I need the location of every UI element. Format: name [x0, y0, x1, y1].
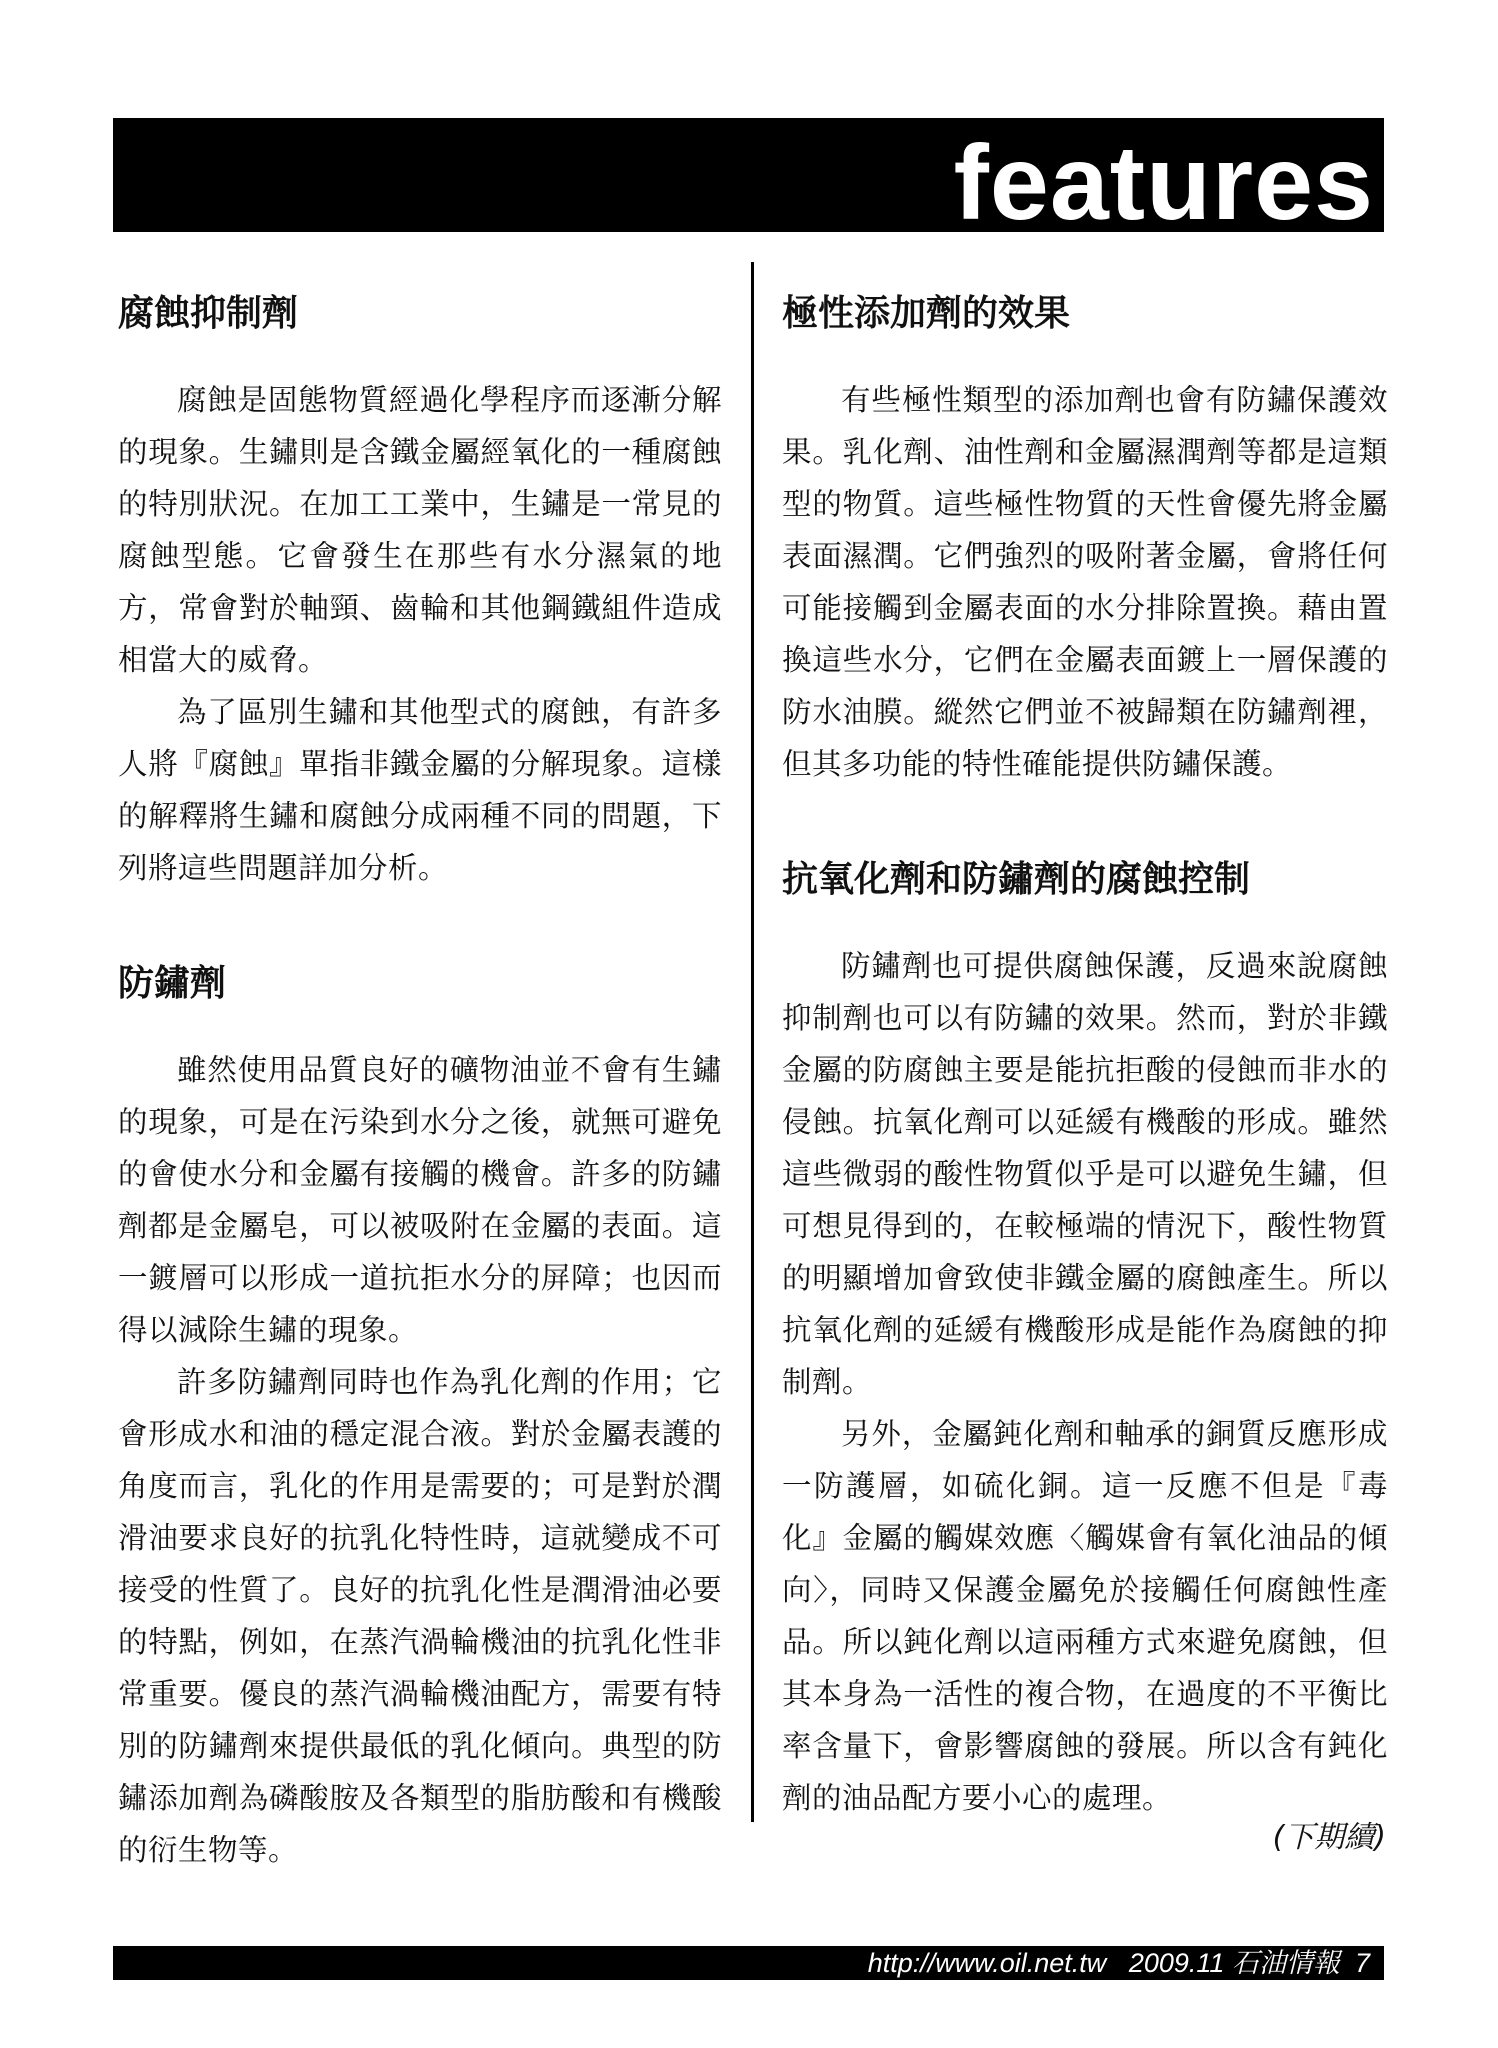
- paragraph: 另外，金屬鈍化劑和軸承的銅質反應形成一防護層，如硫化銅。這一反應不但是『毒化』金屬的觸媒效應〈觸媒會有氧化油品的傾向〉，同時又保護金屬免於接觸任何腐蝕性產品。所以鈍化劑以這兩種方式來避免腐蝕，但其本身為一活性的複合物，在過度的不平衡比率含量下，會影響腐蝕的發展。所以含有鈍化劑的油品配方要小心的處理。: [782, 1417, 1388, 1815]
- column-divider: [751, 262, 754, 1822]
- paragraph: 為了區別生鏽和其他型式的腐蝕，有許多人將『腐蝕』單指非鐵金屬的分解現象。這樣的解釋將生鏽和腐蝕分成兩種不同的問題，下列將這些問題詳加分析。: [118, 695, 722, 885]
- paragraph: 有些極性類型的添加劑也會有防鏽保護效果。乳化劑、油性劑和金屬濕潤劑等都是這類型的物質。這些極性物質的天性會優先將金屬表面濕潤。它們強烈的吸附著金屬，會將任何可能接觸到金屬表面的水分排除置換。藉由置換這些水分，它們在金屬表面鍍上一層保護的防水油膜。縱然它們並不被歸類在防鏽劑裡，但其多功能的特性確能提供防鏽保護。: [782, 383, 1388, 781]
- footer-url[interactable]: http://www.oil.net.tw: [867, 1948, 1107, 1978]
- section-heading-corrosion-control: 抗氧化劑和防鏽劑的腐蝕控制: [782, 859, 1251, 900]
- section-heading-corrosion-inhibitor: 腐蝕抑制劑: [118, 293, 299, 334]
- paragraph: 許多防鏽劑同時也作為乳化劑的作用；它會形成水和油的穩定混合液。對於金屬表護的角度而言，乳化的作用是需要的；可是對於潤滑油要求良好的抗乳化特性時，這就變成不可接受的性質了。良好的抗乳化性是潤滑油必要的特點，例如，在蒸汽渦輪機油的抗乳化性非常重要。優良的蒸汽渦輪機油配方，需要有特別的防鏽劑來提供最低的乳化傾向。典型的防鏽添加劑為磷酸胺及各類型的脂肪酸和有機酸的衍生物等。: [118, 1365, 722, 1867]
- section-heading-polar-additives: 極性添加劑的效果: [782, 293, 1071, 334]
- header-banner: [113, 118, 1384, 242]
- paragraph: 雖然使用品質良好的礦物油並不會有生鏽的現象，可是在污染到水分之後，就無可避免的會使水分和金屬有接觸的機會。許多的防鏽劑都是金屬皂，可以被吸附在金屬的表面。這一鍍層可以形成一道抗拒水分的屏障；也因而得以減除生鏽的現象。: [118, 1053, 722, 1347]
- to-be-continued: (下期續): [1272, 1820, 1386, 1855]
- footer-date: 2009.11: [1128, 1948, 1225, 1978]
- footer-publication: 石油情報: [1231, 1948, 1340, 1978]
- paragraph: 防鏽劑也可提供腐蝕保護，反過來說腐蝕抑制劑也可以有防鏽的效果。然而，對於非鐵金屬的防腐蝕主要是能抗拒酸的侵蝕而非水的侵蝕。抗氧化劑可以延緩有機酸的形成。雖然這些微弱的酸性物質似乎是可以避免生鏽，但可想見得到的，在較極端的情況下，酸性物質的明顯增加會致使非鐵金屬的腐蝕產生。所以抗氧化劑的延緩有機酸形成是能作為腐蝕的抑制劑。: [782, 949, 1388, 1399]
- paragraph: 腐蝕是固態物質經過化學程序而逐漸分解的現象。生鏽則是含鐵金屬經氧化的一種腐蝕的特別狀況。在加工工業中，生鏽是一常見的腐蝕型態。它會發生在那些有水分濕氣的地方，常會對於軸頸、齒輪和其他鋼鐵組件造成相當大的威脅。: [118, 383, 722, 677]
- right-column: [782, 290, 1388, 1824]
- section-title: features: [953, 124, 1374, 242]
- section-heading-rust-inhibitor: 防鏽劑: [118, 963, 227, 1004]
- footer-bar: [113, 1946, 1384, 1980]
- page-number: 7: [1354, 1948, 1370, 1978]
- left-column: [118, 290, 722, 1876]
- footer-text: [868, 1946, 1370, 1980]
